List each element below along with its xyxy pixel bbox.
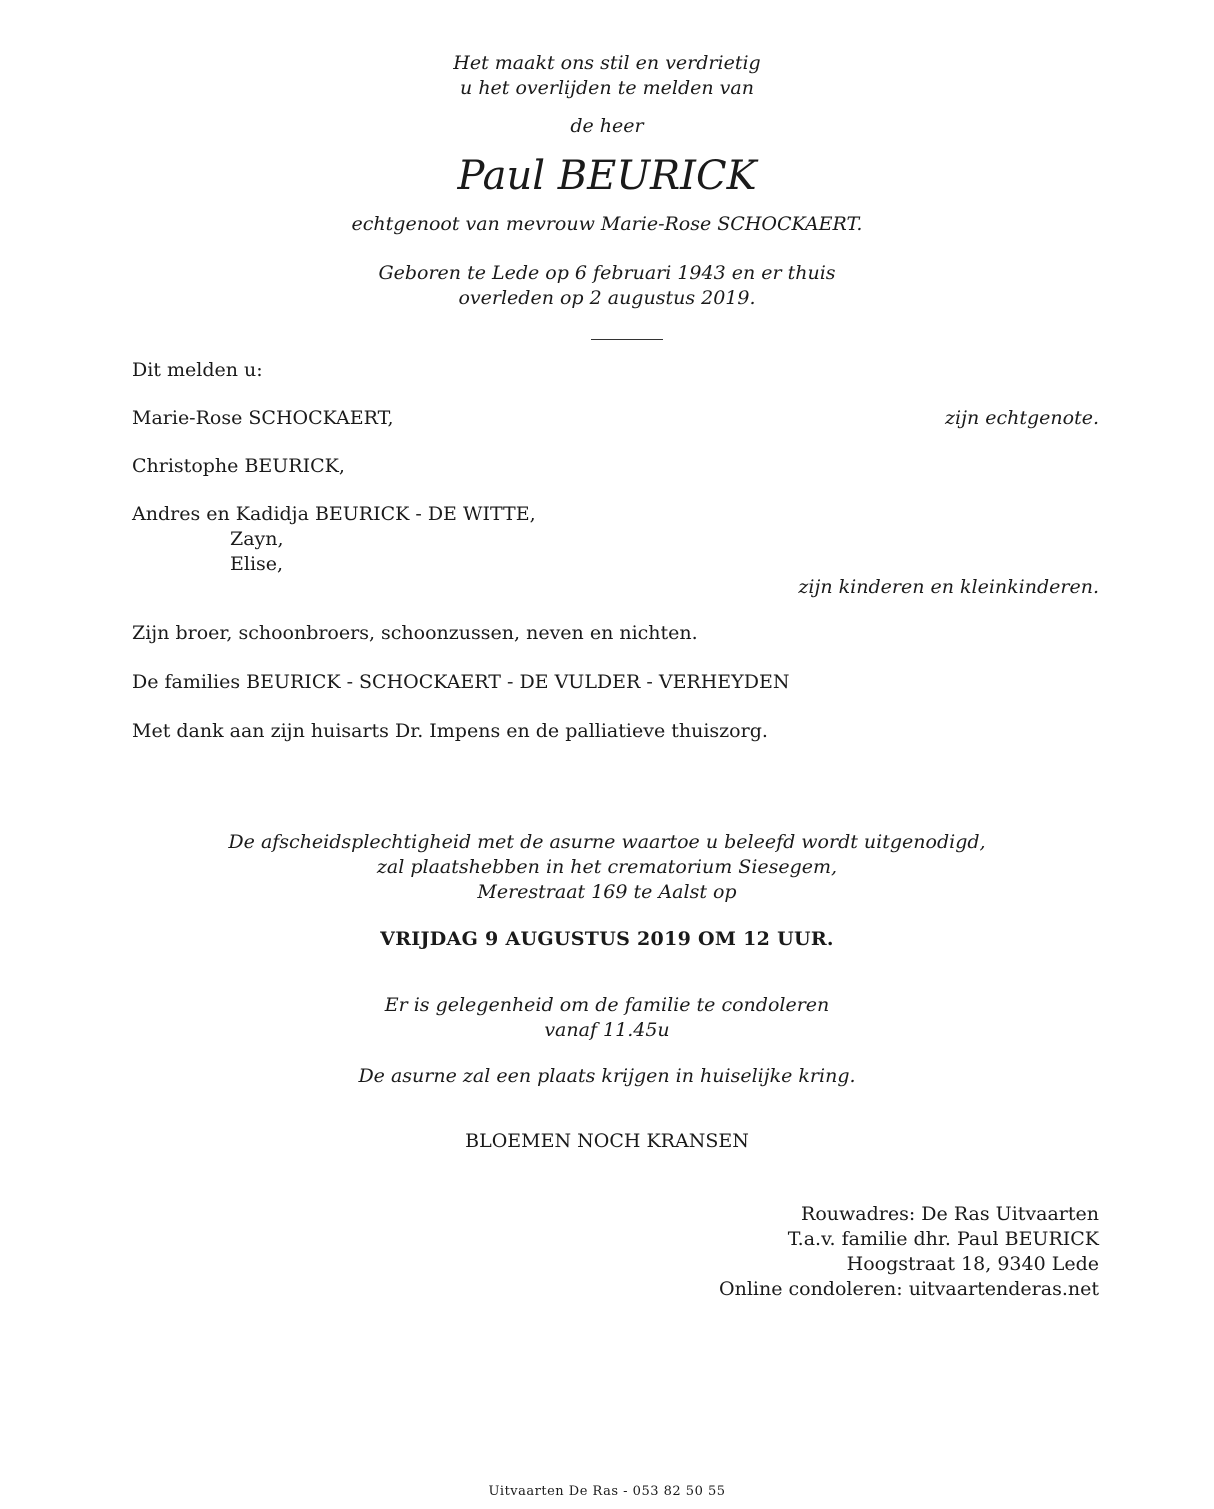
spouse-role: zijn echtgenote. (944, 407, 1099, 429)
address-line-3: Hoogstraat 18, 9340 Lede (846, 1253, 1099, 1275)
siblings: Zijn broer, schoonbroers, schoonzussen, neven en nichten. (132, 622, 698, 644)
birth-death-line-2: overleden op 2 augustus 2019. (458, 287, 756, 309)
flowers-text: BLOEMEN NOCH KRANSEN (465, 1130, 749, 1152)
address-line-2: T.a.v. familie dhr. Paul BEURICK (787, 1228, 1099, 1250)
birth-death (0, 261, 1214, 311)
ceremony-date: VRIJDAG 9 AUGUSTUS 2019 OM 12 UUR. (380, 928, 834, 950)
honorific: de heer (570, 115, 644, 137)
spouse-line: echtgenoot van mevrouw Marie-Rose SCHOCKAERT. (351, 213, 863, 235)
intro-line-2: u het overlijden te melden van (460, 77, 754, 99)
children-role: zijn kinderen en kleinkinderen. (798, 576, 1099, 598)
ceremony-line-3: Merestraat 169 te Aalst op (477, 881, 737, 903)
mourning-address (719, 1202, 1099, 1302)
condolence-text (0, 993, 1214, 1043)
birth-death-line-1: Geboren te Lede op 6 februari 1943 en er thuis (378, 262, 836, 284)
address-line-4: Online condoleren: uitvaartenderas.net (719, 1278, 1099, 1300)
ceremony-line-1: De afscheidsplechtigheid met de asurne waartoe u beleefd wordt uitgenodigd, (228, 831, 986, 853)
child-2-block (132, 502, 536, 577)
deceased-name: Paul BEURICK (457, 153, 757, 199)
intro-text (0, 51, 1214, 101)
condolence-line-2: vanaf 11.45u (544, 1019, 670, 1041)
families: De families BEURICK - SCHOCKAERT - DE VULDER - VERHEYDEN (132, 671, 790, 693)
grandchild-2: Elise, (230, 553, 284, 575)
footer: Uitvaarten De Ras - 053 82 50 55 (488, 1484, 726, 1499)
intro-line-1: Het maakt ons stil en verdrietig (453, 52, 761, 74)
address-line-1: Rouwadres: De Ras Uitvaarten (801, 1203, 1099, 1225)
spouse-name: Marie-Rose SCHOCKAERT, (132, 407, 394, 429)
ceremony-line-2: zal plaatshebben in het crematorium Siesegem, (376, 856, 838, 878)
thanks: Met dank aan zijn huisarts Dr. Impens en de palliatieve thuiszorg. (132, 720, 768, 742)
child-2: Andres en Kadidja BEURICK - DE WITTE, (132, 503, 536, 525)
condolence-line-1: Er is gelegenheid om de familie te condoleren (384, 994, 830, 1016)
divider (591, 339, 663, 340)
grandchild-1: Zayn, (230, 528, 284, 550)
ceremony-text (0, 830, 1214, 905)
urn-text: De asurne zal een plaats krijgen in huiselijke kring. (358, 1065, 856, 1087)
announcers-intro: Dit melden u: (132, 359, 263, 381)
child-1: Christophe BEURICK, (132, 455, 345, 477)
